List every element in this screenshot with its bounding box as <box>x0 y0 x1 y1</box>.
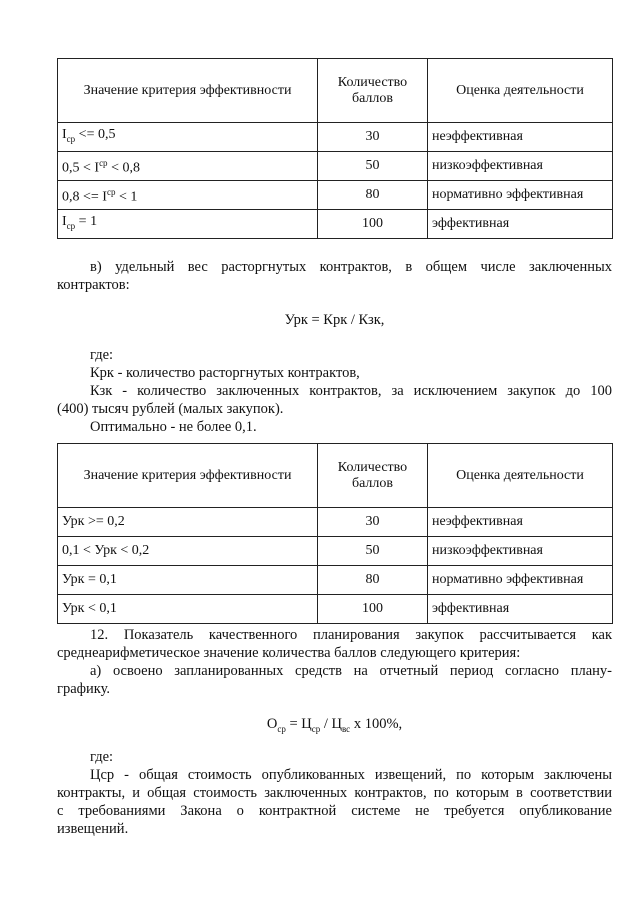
table-row <box>58 537 613 566</box>
criterion-cell: Урк >= 0,2 <box>58 508 318 537</box>
paragraph-v-line1: в) удельный вес расторгнутых контрактов, в общем числе заключенных <box>90 259 612 275</box>
rating-cell: эффективная <box>428 210 613 239</box>
table-row <box>58 181 613 210</box>
definition-tssr-line2: контракты, и общая стоимость заключенных контрактов, по которым в соответствии <box>57 785 612 801</box>
table-header-row <box>58 444 613 508</box>
points-cell: 100 <box>318 210 428 239</box>
criterion-cell: 0,1 < Урк < 0,2 <box>58 537 318 566</box>
rating-cell: нормативно эффективная <box>428 181 613 210</box>
rating-cell: низкоэффективная <box>428 537 613 566</box>
header-criterion: Значение критерия эффективности <box>58 59 318 123</box>
points-cell: 50 <box>318 537 428 566</box>
points-cell: 100 <box>318 595 428 624</box>
definition-tssr-line4: извещений. <box>57 821 129 837</box>
criterion-cell: $0,8 <= I^{ср} < 1$ <box>58 181 318 210</box>
criteria-table-1 <box>57 58 613 239</box>
table-row <box>58 210 613 239</box>
rating-cell: неэффективная <box>428 123 613 152</box>
header-rating: Оценка деятельности <box>428 444 613 508</box>
table-row <box>58 508 613 537</box>
criterion-cell: Урк < 0,1 <box>58 595 318 624</box>
table-header-row <box>58 59 613 123</box>
header-rating: Оценка деятельности <box>428 59 613 123</box>
criterion-cell: $I_{ср} = 1$ <box>58 210 318 239</box>
table-row <box>58 595 613 624</box>
criteria-table-2 <box>57 443 613 624</box>
table-row <box>58 566 613 595</box>
rating-cell: неэффективная <box>428 508 613 537</box>
table-row <box>58 152 613 181</box>
paragraph-12-line2: среднеарифметическое значение количества баллов следующего критерия: <box>57 645 521 661</box>
where-label-2: где: <box>90 749 114 765</box>
definition-kzk-line1: Кзк - количество заключенных контрактов, за исключением закупок до 100 <box>90 383 612 399</box>
rating-cell: эффективная <box>428 595 613 624</box>
rating-cell: низкоэффективная <box>428 152 613 181</box>
definition-kzk-line2: (400) тысяч рублей (малых закупок). <box>57 401 284 417</box>
points-cell: 50 <box>318 152 428 181</box>
paragraph-12a-line1: а) освоено запланированных средств на отчетный период согласно плану- <box>90 663 612 679</box>
paragraph-12a-line2: графику. <box>57 681 111 697</box>
formula-urk: Урк = Крк / Кзк, <box>284 312 385 328</box>
optimal-note: Оптимально - не более 0,1. <box>90 419 257 435</box>
criterion-cell: $0,5 < I^{ср} < 0,8$ <box>58 152 318 181</box>
points-cell: 30 <box>318 508 428 537</box>
criterion-cell: $I_{ср} <= 0,5$ <box>58 123 318 152</box>
criterion-cell: Урк = 0,1 <box>58 566 318 595</box>
points-cell: 80 <box>318 181 428 210</box>
header-criterion: Значение критерия эффективности <box>58 444 318 508</box>
paragraph-v-line2: контрактов: <box>57 277 130 293</box>
formula-osr: $О_{ср} = Ц_{ср} / Ц_{вс}$ х 100%, <box>266 716 403 734</box>
definition-tssr-line3: с требованиями Закона о контрактной системе не требуется опубликование <box>57 803 612 819</box>
where-label: где: <box>90 347 114 363</box>
table-row <box>58 123 613 152</box>
points-cell: 30 <box>318 123 428 152</box>
header-points: Количество баллов <box>318 59 428 123</box>
rating-cell: нормативно эффективная <box>428 566 613 595</box>
definition-krk: Крк - количество расторгнутых контрактов, <box>90 365 360 381</box>
paragraph-12-line1: 12. Показатель качественного планирования закупок рассчитывается как <box>90 627 612 643</box>
definition-tssr-line1: Цср - общая стоимость опубликованных извещений, по которым заключены <box>90 767 612 783</box>
header-points: Количество баллов <box>318 444 428 508</box>
points-cell: 80 <box>318 566 428 595</box>
